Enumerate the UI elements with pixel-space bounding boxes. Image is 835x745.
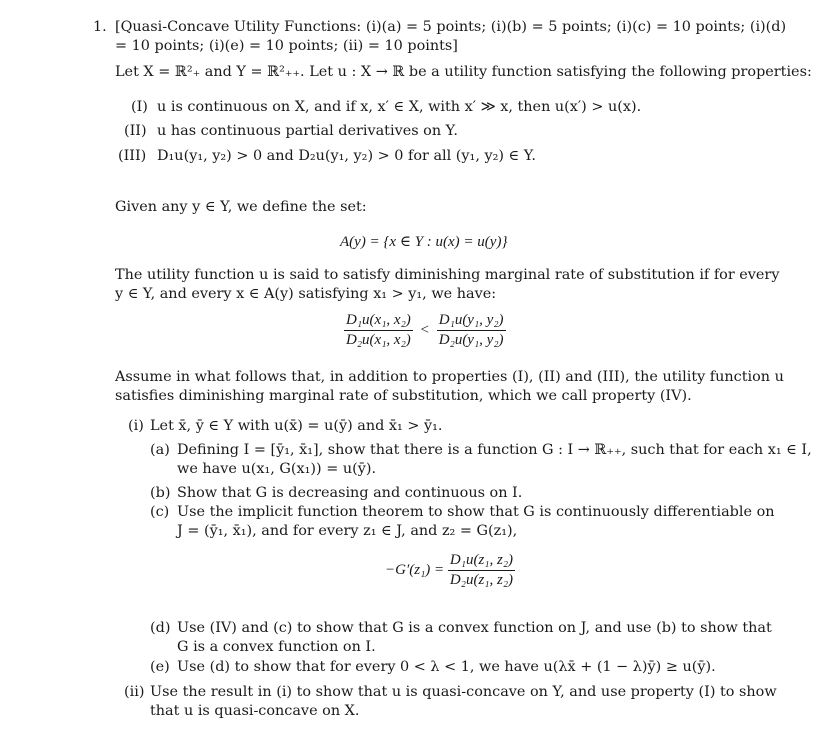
implicit-derivative-equation bbox=[385, 552, 515, 589]
property-text: u has continuous partial derivatives on Y. bbox=[157, 123, 458, 139]
fraction-denominator: D₂u(y₁, y₂) bbox=[438, 332, 504, 348]
part-c-line1: Use the implicit function theorem to show that G is continuously differentiable on bbox=[177, 504, 775, 520]
fraction-denominator: D₂u(x₁, x₂) bbox=[346, 332, 411, 348]
part-ii-line2: that u is quasi-concave on X. bbox=[150, 703, 360, 719]
property-text: u is continuous on X, and if x, x′ ∈ X, with x′ ≫ x, then u(x′) > u(x). bbox=[157, 99, 642, 115]
property-label: (II) bbox=[124, 123, 147, 139]
equation-lhs: −G′(z₁) = bbox=[385, 561, 445, 578]
part-ii-line1: Use the result in (i) to show that u is quasi-concave on Y, and use property (I) to show bbox=[150, 684, 777, 700]
given-text: Given any y ∈ Y, we define the set: bbox=[115, 199, 367, 215]
part-c-line2: J = (ȳ₁, x̄₁), and for every z₁ ∈ J, and z₂ = G(z₁), bbox=[177, 523, 518, 539]
part-e-text: Use (d) to show that for every 0 < λ < 1, we have u(λx̄ + (1 − λ)ȳ) ≥ u(ȳ). bbox=[177, 659, 716, 675]
mrs-rhs-fraction bbox=[437, 312, 506, 349]
assume-line1: Assume in what follows that, in addition to properties (I), (II) and (III), the utility function u bbox=[115, 369, 784, 385]
problem-header-line1: [Quasi-Concave Utility Functions: (i)(a) = 5 points; (i)(b) = 5 points; (i)(c) = 10 points; (i)(d) bbox=[115, 19, 787, 35]
mrs-text-line1: The utility function u is said to satisfy diminishing marginal rate of substitution if for every bbox=[115, 267, 780, 283]
fraction-numerator: D₁u(z₁, z₂) bbox=[448, 552, 515, 571]
fraction-numerator: D₁u(x₁, x₂) bbox=[344, 312, 413, 331]
part-d-line2: G is a convex function on I. bbox=[177, 639, 376, 655]
mrs-text-line2: y ∈ Y, and every x ∈ A(y) satisfying x₁ > y₁, we have: bbox=[115, 286, 497, 302]
part-a-line2: we have u(x₁, G(x₁)) = u(ȳ). bbox=[177, 461, 377, 477]
part-i-label: (i) bbox=[128, 418, 144, 434]
part-d-label: (d) bbox=[150, 620, 171, 636]
part-b-text: Show that G is decreasing and continuous on I. bbox=[177, 485, 523, 501]
part-e-label: (e) bbox=[150, 659, 170, 675]
equation-fraction bbox=[448, 552, 515, 589]
part-ii-label: (ii) bbox=[124, 684, 145, 700]
mrs-lhs-fraction bbox=[344, 312, 413, 349]
part-i-text: Let x̄, ȳ ∈ Y with u(x̄) = u(ȳ) and x̄₁ > ȳ₁. bbox=[150, 418, 443, 434]
property-label: (I) bbox=[131, 99, 148, 115]
problem-number: 1. bbox=[93, 19, 107, 35]
set-definition: A(y) = {x ∈ Y : u(x) = u(y)} bbox=[340, 234, 508, 250]
fraction-denominator: D₂u(z₁, z₂) bbox=[449, 572, 514, 588]
part-d-line1: Use (IV) and (c) to show that G is a convex function on J, and use (b) to show that bbox=[177, 620, 772, 636]
property-label: (III) bbox=[118, 148, 147, 164]
problem-header-line2: = 10 points; (i)(e) = 10 points; (ii) = 10 points] bbox=[115, 38, 458, 54]
part-c-label: (c) bbox=[150, 504, 170, 520]
relation-symbol: < bbox=[420, 321, 430, 338]
part-a-label: (a) bbox=[150, 442, 170, 458]
mrs-inequality bbox=[344, 312, 506, 349]
property-text: D₁u(y₁, y₂) > 0 and D₂u(y₁, y₂) > 0 for all (y₁, y₂) ∈ Y. bbox=[157, 148, 537, 164]
assume-line2: satisfies diminishing marginal rate of substitution, which we call property (IV). bbox=[115, 388, 692, 404]
part-b-label: (b) bbox=[150, 485, 171, 501]
fraction-numerator: D₁u(y₁, y₂) bbox=[437, 312, 506, 331]
part-a-line1: Defining I = [ȳ₁, x̄₁], show that there is a function G : I → ℝ₊₊, such that for each x₁ ∈ I, bbox=[177, 442, 812, 458]
problem-intro: Let X = ℝ²₊ and Y = ℝ²₊₊. Let u : X → ℝ be a utility function satisfying the following properties: bbox=[115, 64, 812, 80]
